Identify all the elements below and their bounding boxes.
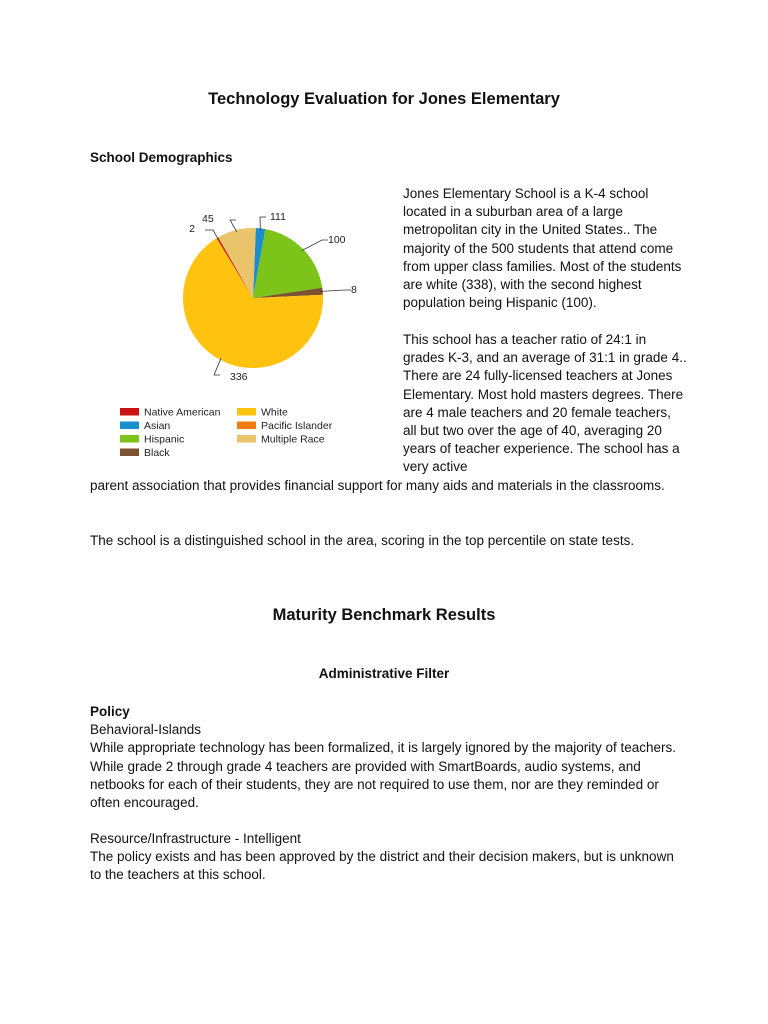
demographics-paragraph-3: The school is a distinguished school in the area, scoring in the top percentile on state tests.: [90, 533, 635, 548]
pie-data-label: 45: [202, 213, 214, 225]
legend-label: Asian: [144, 420, 171, 432]
legend-label: White: [261, 406, 288, 419]
policy-block: [90, 703, 680, 812]
pie-data-label: 336: [230, 371, 248, 383]
admin-filter-heading: Administrative Filter: [318, 666, 450, 681]
legend-label: Native American: [144, 406, 221, 419]
maturity-heading: Maturity Benchmark Results: [272, 606, 496, 624]
behavioral-label: Behavioral-Islands: [90, 722, 202, 738]
pie-data-label: 2: [189, 223, 195, 235]
resource-label: Resource/Infrastructure - Intelligent: [90, 831, 301, 846]
pie-leader-line: [260, 217, 266, 230]
legend-swatch: [237, 408, 256, 416]
section-heading-demographics: School Demographics: [90, 150, 233, 165]
pie-leader-line: [230, 220, 237, 232]
pie-data-label: 8: [351, 284, 357, 296]
legend-label: Hispanic: [144, 433, 185, 446]
legend-swatch: [120, 422, 139, 430]
pie-leader-line: [214, 358, 221, 375]
demographics-paragraph-2-continued: parent association that provides financial support for many aids and materials in the classrooms.: [90, 478, 665, 493]
resource-text: The policy exists and has been approved by the district and their decision makers, but is unknown to the teachers at this school.: [90, 849, 674, 883]
pie-data-label: 100: [328, 234, 346, 246]
legend-label: Pacific Islander: [261, 420, 333, 432]
pie-leader-line: [302, 240, 328, 251]
legend-swatch: [120, 449, 139, 457]
legend-swatch: [120, 408, 139, 416]
legend-label: Multiple Race: [261, 433, 325, 446]
pie-leader-line: [321, 290, 351, 291]
legend-swatch: [237, 435, 256, 443]
document-title: Technology Evaluation for Jones Elementary: [208, 90, 560, 108]
legend-swatch: [120, 435, 139, 443]
demographics-pie-chart: [110, 200, 390, 470]
legend-label: Black: [144, 447, 170, 459]
pie-leader-line: [205, 230, 218, 239]
policy-heading: Policy: [90, 704, 130, 719]
demographics-paragraph-2: This school has a teacher ratio of 24:1 in grades K-3, and an average of 31:1 in grade 4.. There are 24 fully-licensed teachers at Jones Elementary. Most hold masters degrees. There are 4 male teachers and 20 female teachers, all but two over the age of 40, averaging 20 years of teacher experience. The school has a very active: [403, 332, 687, 475]
legend-swatch: [237, 422, 256, 430]
pie-data-label: 111: [270, 211, 286, 223]
demographics-paragraph-1: Jones Elementary School is a K-4 school located in a suburban area of a large metropolitan city in the United States.. The majority of the 500 students that attend come from upper class families. Most of the students are white (338), with the second highest population being Hispanic (100).: [403, 186, 682, 311]
resource-block: [90, 830, 680, 885]
behavioral-text: While appropriate technology has been formalized, it is largely ignored by the majority of teachers. While grade 2 through grade 4 teachers are provided with SmartBoards, audio systems, and netbooks for each of their students, they are not required to use them, nor are they reminded or often encouraged.: [90, 740, 677, 811]
